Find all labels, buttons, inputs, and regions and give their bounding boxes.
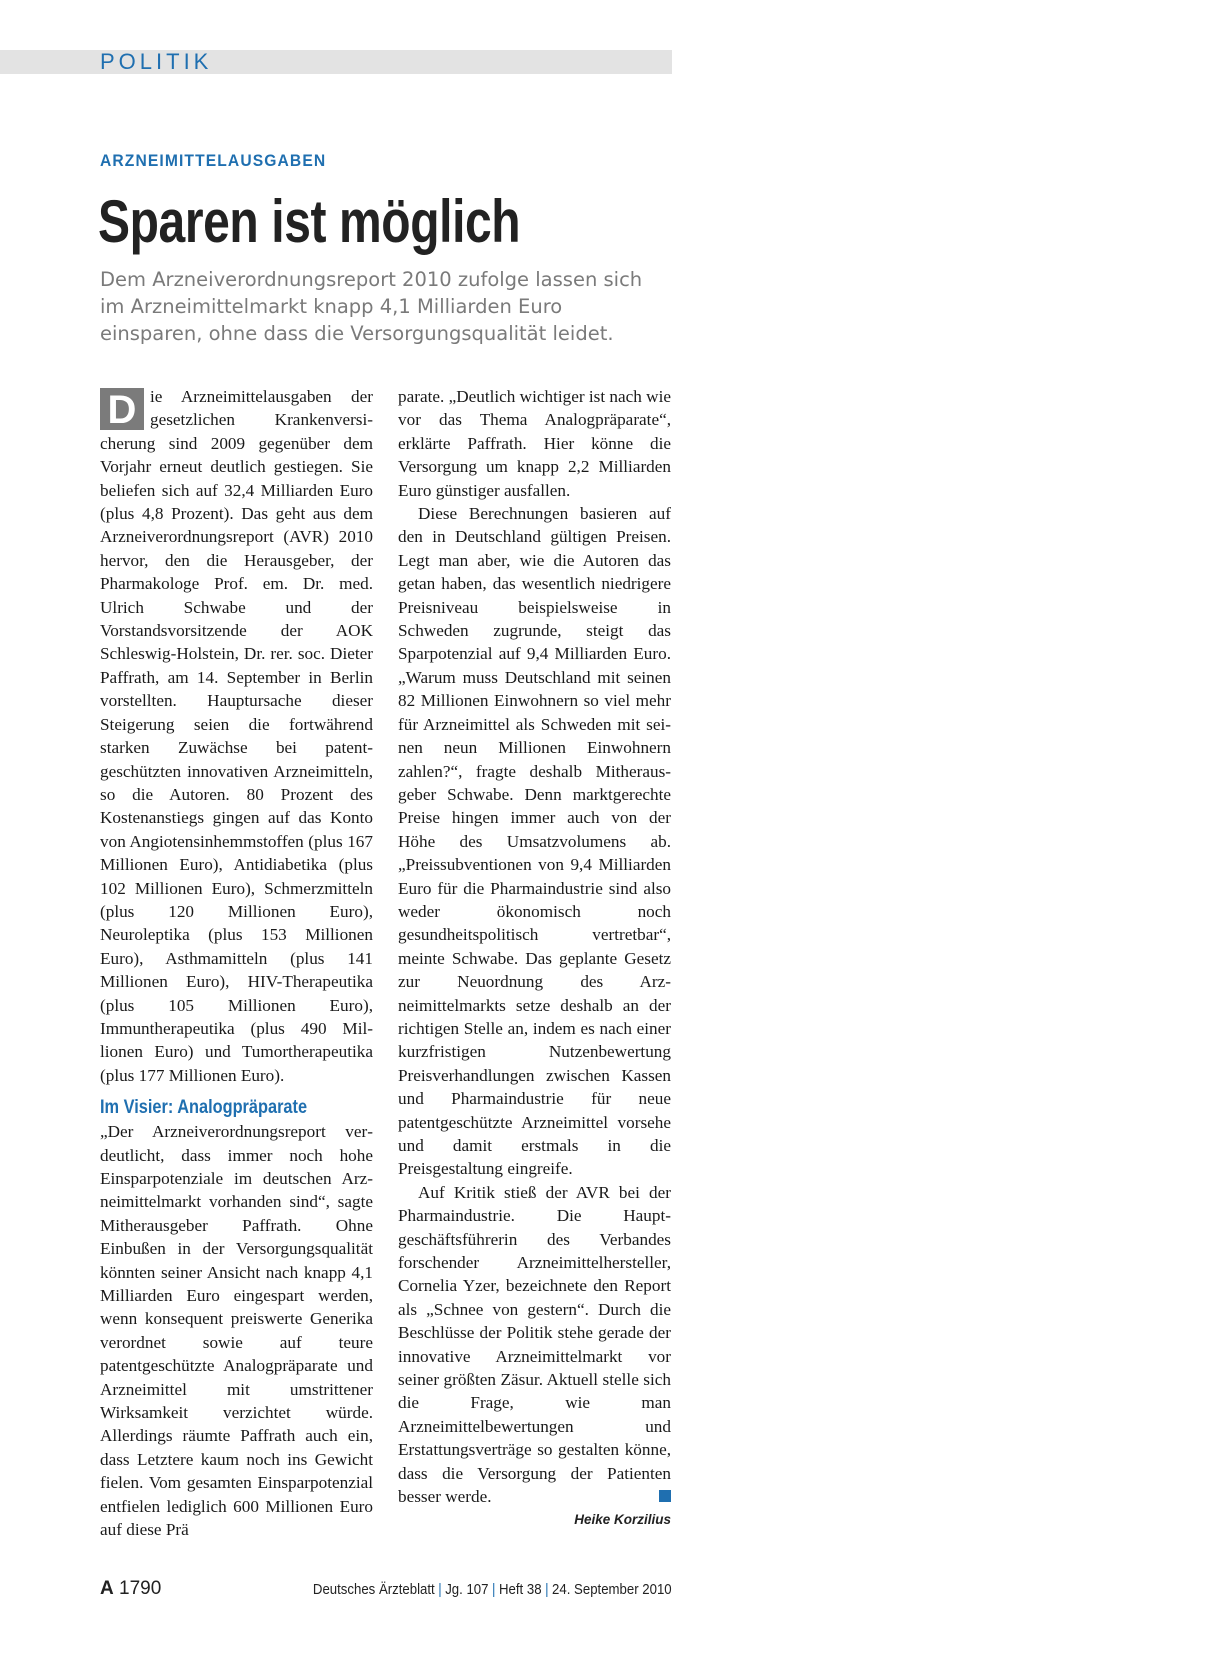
paragraph-4: Diese Berechnungen basieren auf den in Deutschland gültigen Preisen. Legt man aber, wie die Autoren das getan haben, das wesentlich niedrigere Preisniveau beispielsweise in Schweden zugrunde, steigt das Sparpotenzial auf 9,4 Milliarden Euro. „Warum muss Deutschland mit seinen 82 Millionen Einwohnern so viel mehr für Arzneimittel als Schweden mit seinen neun Millionen Einwohnern zahlen?“, fragte deshalb Mitherausgeber Schwabe. Denn marktgerechte Preise hingen immer auch von der Höhe des Umsatzvolumens ab. „Preissubventionen von 9,4 Milliarden Euro für die Pharmaindustrie sind also weder ökonomisch noch gesundheitspolitisch vertretbar“, meinte Schwabe. Das geplante Gesetz zur Neuordnung des Arzneimittelmarkts setze deshalb an der richtigen Stelle an, indem es nach einer kurzfristigen Nutzenbewertung Preisverhandlungen zwischen Kassen und Pharmaindustrie für neue patentgeschützte Arzneimittel vorsehe und damit erstmals in die Preisgestaltung eingreife.	[398, 504, 671, 1179]
page-footer	[100, 1578, 672, 1602]
drop-cap: D	[100, 388, 144, 430]
paragraph-2: „Der Arzneiverordnungsreport verdeutlicht, dass immer noch hohe Einsparpotenziale im deutschen Arzneimittelmarkt vorhanden sind“, sagte Mitherausgeber Paffrath. Ohne Einbußen in der Versorgungsqualität könnten seiner Ansicht nach knapp 4,1 Milliarden Euro eingespart werden, wenn konsequent preiswerte Generika verordnet sowie auf teure patentgeschützte Analogpräparate und Arzneimittel mit umstrittener Wirksamkeit verzichtet würde. Allerdings räumte Paffrath auch ein, dass Letztere kaum noch ins Gewicht fielen. Vom gesamten Einsparpotenzial entfielen lediglich 600 Millionen Euro auf diese Prä	[100, 1122, 373, 1540]
paragraph-5: Auf Kritik stieß der AVR bei der Pharmaindustrie. Die Hauptgeschäftsführerin des Verbandes forschender Arzneimittelhersteller, Cornelia Yzer, bezeichnete den Report als „Schnee von gestern“. Durch die Beschlüsse der Politik stehe gerade der innovative Arzneimittelmarkt vor seiner größten Zäsur. Aktuell stelle sich die Frage, wie man Arzneimittelbewertungen und Erstattungsverträge so gestalten könne, dass die Versorgung der Patienten besser werde.	[398, 1182, 671, 1507]
page-number-value: 1790	[119, 1578, 162, 1599]
page-number	[100, 1578, 161, 1600]
subheading: Im Visier: Analogpräparate	[100, 1097, 308, 1119]
article-lead: Dem Arzneiverordnungsreport 2010 zufolge lassen sich im Arzneimittelmarkt knapp 4,1 Milliarden Euro einsparen, ohne dass die Versorgungsqualität leidet.	[100, 268, 643, 345]
author-byline: Heike Korzilius	[574, 1511, 671, 1527]
column-right	[398, 385, 671, 1529]
separator-icon: |	[438, 1581, 443, 1598]
paragraph-5-wrap	[398, 1181, 671, 1509]
journal-name: Deutsches Ärzteblatt	[313, 1581, 436, 1598]
journal-info	[313, 1581, 672, 1598]
end-square-icon	[659, 1490, 671, 1502]
section-label: POLITIK	[100, 49, 213, 74]
paragraph-3: parate. „Deutlich wichtiger ist nach wie vor das Thema Analogpräparate“, erklärte Paffrath. Hier könne die Versorgung um knapp 2,2 Milliarden Euro günstiger ausfallen.	[398, 387, 671, 500]
column-left	[100, 385, 373, 1542]
journal-issue: Heft 38	[499, 1581, 542, 1598]
paragraph-1	[100, 385, 373, 1087]
journal-date: 24. September 2010	[552, 1581, 672, 1598]
page-prefix: A	[100, 1578, 114, 1599]
separator-icon: |	[492, 1581, 496, 1598]
separator-icon: |	[545, 1581, 549, 1598]
journal-volume: Jg. 107	[445, 1581, 489, 1598]
paragraph-1-text: ie Arzneimittelausgaben der gesetzlichen Krankenversicherung sind 2009 gegenüber dem Vorjahr erneut deutlich gestiegen. Sie beliefen sich auf 32,4 Milliarden Euro (plus 4,8 Prozent). Das geht aus dem Arzneiverordnungsreport (AVR) 2010 hervor, den die Herausgeber, der Pharmakologe Prof. em. Dr. med. Ulrich Schwabe und der Vorstandsvorsitzende der AOK Schleswig-Holstein, Dr. rer. soc. Dieter Paffrath, am 14. September in Berlin vorstellten. Hauptursache dieser Steigerung seien die fortwährend starken Zuwächse bei patentgeschützten innovativen Arzneimitteln, so die Autoren. 80 Prozent des Kostenanstiegs gingen auf das Konto von Angiotensinhemmstoffen (plus 167 Millionen Euro), Antidiabetika (plus 102 Millionen Euro), Schmerzmitteln (plus 120 Millionen Euro), Neuroleptika (plus 153 Millionen Euro), Asthmamitteln (plus 141 Millionen Euro), HIV-Therapeutika (plus 105 Millionen Euro), Immuntherapeutika (plus 490 Millionen Euro) und Tumortherapeutika (plus 177 Millionen Euro).	[100, 387, 373, 1085]
article-headline: Sparen ist möglich	[98, 188, 521, 255]
article-kicker: ARZNEIMITTELAUSGABEN	[100, 151, 327, 170]
